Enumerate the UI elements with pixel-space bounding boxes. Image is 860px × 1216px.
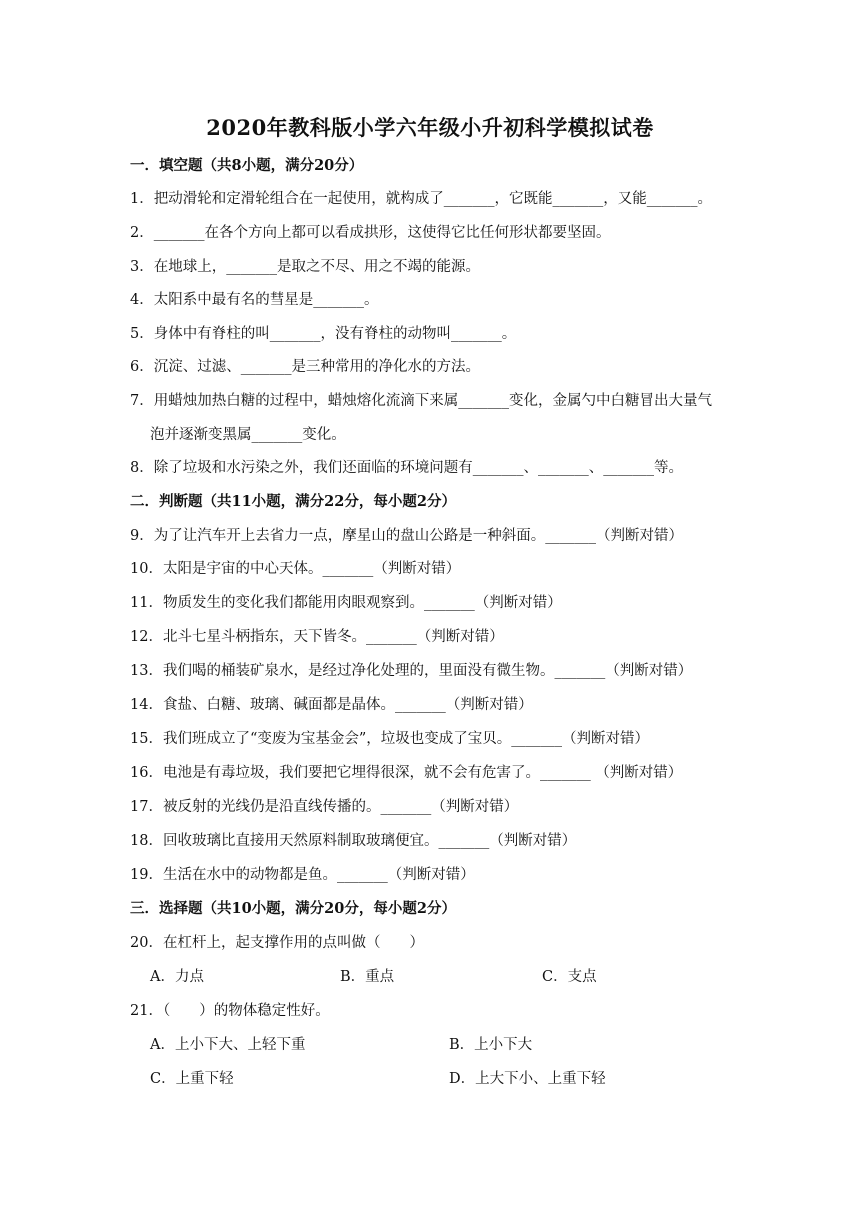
- section-judge-heading: 二．判断题（共11小题，满分22分，每小题2分）: [130, 493, 456, 510]
- q20-option-b: B．重点: [340, 969, 395, 985]
- question-17: 17．被反射的光线仍是沿直线传播的。_______（判断对错）: [130, 799, 519, 815]
- question-4: 4．太阳系中最有名的彗星是_______。: [130, 292, 379, 308]
- q20-option-a: A．力点: [150, 969, 204, 985]
- question-18: 18．回收玻璃比直接用天然原料制取玻璃便宜。_______（判断对错）: [130, 833, 577, 849]
- question-10: 10．太阳是宇宙的中心天体。_______（判断对错）: [130, 561, 461, 577]
- question-1: 1．把动滑轮和定滑轮组合在一起使用，就构成了_______，它既能_______，又能_______。: [130, 191, 712, 207]
- q21-option-b: B．上小下大: [449, 1037, 533, 1053]
- question-14: 14．食盐、白糖、玻璃、碱面都是晶体。_______（判断对错）: [130, 697, 533, 713]
- question-11: 11．物质发生的变化我们都能用肉眼观察到。_______（判断对错）: [130, 595, 562, 611]
- section-fill-heading: 一．填空题（共8小题，满分20分）: [130, 157, 364, 174]
- question-6: 6．沉淀、过滤、_______是三种常用的净化水的方法。: [130, 359, 480, 375]
- q21-option-a: A．上小下大、上轻下重: [150, 1037, 306, 1053]
- question-20: 20．在杠杆上，起支撑作用的点叫做（ ）: [130, 935, 424, 951]
- section-choice-heading: 三．选择题（共10小题，满分20分，每小题2分）: [130, 900, 456, 917]
- question-5: 5．身体中有脊柱的叫_______，没有脊柱的动物叫_______。: [130, 326, 517, 342]
- q20-option-c: C．支点: [542, 969, 597, 985]
- question-3: 3．在地球上，_______是取之不尽、用之不竭的能源。: [130, 259, 480, 275]
- question-16: 16．电池是有毒垃圾，我们要把它埋得很深，就不会有危害了。_______ （判断对错）: [130, 765, 683, 781]
- question-13: 13．我们喝的桶装矿泉水，是经过净化处理的，里面没有微生物。_______（判断对错）: [130, 663, 693, 679]
- question-9: 9．为了让汽车开上去省力一点，摩星山的盘山公路是一种斜面。_______（判断对错）: [130, 528, 683, 544]
- question-15: 15．我们班成立了“变废为宝基金会”，垃圾也变成了宝贝。_______（判断对错）: [130, 731, 650, 747]
- question-7-line-2: 泡并逐渐变黑属_______变化。: [150, 427, 346, 443]
- question-21: 21．（ ）的物体稳定性好。: [130, 1003, 330, 1019]
- question-8: 8．除了垃圾和水污染之外，我们还面临的环境问题有_______、_______、_______等。: [130, 460, 683, 476]
- page-title: 2020年教科版小学六年级小升初科学模拟试卷: [206, 115, 654, 140]
- question-12: 12．北斗七星斗柄指东，天下皆冬。_______（判断对错）: [130, 629, 504, 645]
- question-2: 2．_______在各个方向上都可以看成拱形，这使得它比任何形状都要坚固。: [130, 225, 611, 241]
- q21-option-d: D．上大下小、上重下轻: [449, 1071, 606, 1087]
- question-7-line-1: 7．用蜡烛加热白糖的过程中，蜡烛熔化流滴下来属_______变化，金属勺中白糖冒出大量气: [130, 393, 712, 409]
- q21-option-c: C．上重下轻: [150, 1071, 234, 1087]
- question-19: 19．生活在水中的动物都是鱼。_______（判断对错）: [130, 867, 475, 883]
